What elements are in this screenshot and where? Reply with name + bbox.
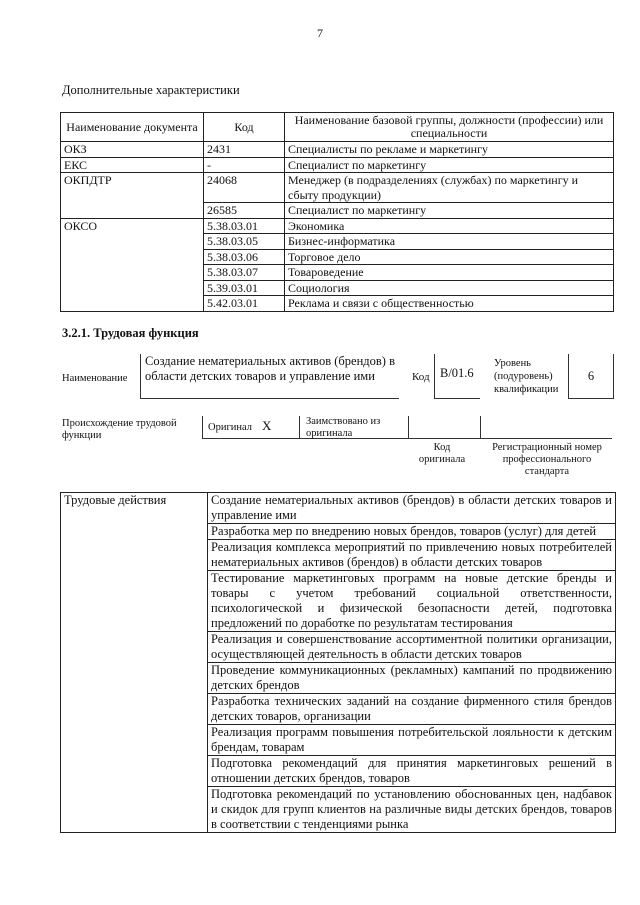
labor-action-item: Создание нематериальных активов (брендов) в области детских товаров и управление ими [208, 493, 616, 524]
borrowed-label: Заимствовано из оригинала [306, 416, 381, 439]
code-cell: 5.38.03.05 [204, 234, 285, 250]
name-cell: Реклама и связи с общественностью [285, 296, 614, 312]
name-cell: Специалисты по рекламе и маркетингу [285, 142, 614, 158]
code-cell: 5.42.03.01 [204, 296, 285, 312]
name-cell: Товароведение [285, 265, 614, 281]
labor-actions-label: Трудовые действия [61, 493, 208, 833]
labor-actions-table [60, 492, 616, 833]
table-row [61, 142, 614, 158]
origin-label: Происхождение трудовой функции [62, 418, 177, 441]
code-cell: - [204, 157, 285, 173]
code-cell: 26585 [204, 203, 285, 219]
labor-action-item: Реализация комплекса мероприятий по привлечению новых потребителей нематериальных активов (брендов) в области детских товаров [208, 540, 616, 571]
section-title: 3.2.1. Трудовая функция [62, 326, 199, 340]
level-label: Уровень (подуровень) квалификации [494, 358, 559, 395]
table-row [61, 218, 614, 234]
code-cell: 24068 [204, 173, 285, 203]
original-code-box [408, 416, 481, 439]
labor-action-item: Подготовка рекомендаций для принятия маркетинговых решений в отношении детских брендов, товаров [208, 756, 616, 787]
labor-action-item: Подготовка рекомендаций по установлению обоснованных цен, надбавок и скидок для групп клиентов на различные виды детских брендов, товаров в соответствии с тенденциями рынка [208, 787, 616, 833]
labor-action-item: Проведение коммуникационных (рекламных) кампаний по продвижению детских брендов [208, 663, 616, 694]
code-value: B/01.6 [434, 354, 480, 399]
code-cell: 5.38.03.07 [204, 265, 285, 281]
header-code: Код [204, 113, 285, 142]
original-code-label: Код оригинала [418, 442, 466, 465]
doc-cell: ОКЗ [61, 142, 204, 158]
name-cell: Торговое дело [285, 249, 614, 265]
table-row [61, 157, 614, 173]
doc-cell: ОКПДТР [61, 173, 204, 219]
reg-number-box [480, 416, 612, 439]
header-group-name: Наименование базовой группы, должности (профессии) или специальности [285, 113, 614, 142]
code-cell: 5.38.03.01 [204, 218, 285, 234]
level-value: 6 [568, 354, 614, 399]
name-cell: Специалист по маркетингу [285, 203, 614, 219]
header-document-name: Наименование документа [61, 113, 204, 142]
name-cell: Бизнес-информатика [285, 234, 614, 250]
code-cell: 5.38.03.06 [204, 249, 285, 265]
labor-action-item: Разработка мер по внедрению новых брендов, товаров (услуг) для детей [208, 524, 616, 540]
table-row [61, 173, 614, 203]
code-label: Код [412, 371, 430, 383]
extra-characteristics-title: Дополнительные характеристики [62, 83, 240, 97]
reg-number-label: Регистрационный номер профессионального стандарта [492, 442, 602, 477]
name-cell: Менеджер (в подразделениях (службах) по маркетингу и сбыту продукции) [285, 173, 614, 203]
code-cell: 5.39.03.01 [204, 280, 285, 296]
name-cell: Экономика [285, 218, 614, 234]
function-name-value: Создание нематериальных активов (брендов) в области детских товаров и управление ими [140, 354, 399, 399]
labor-action-item: Реализация и совершенствование ассортиментной политики организации, осуществляющей деятельность в области детских товаров [208, 632, 616, 663]
labor-action-item: Реализация программ повышения потребительской лояльности к детским брендам, товарам [208, 725, 616, 756]
doc-cell: ЕКС [61, 157, 204, 173]
page-number: 7 [317, 26, 323, 40]
name-label: Наименование [62, 373, 128, 384]
doc-cell: ОКСО [61, 218, 204, 311]
extra-characteristics-table [60, 112, 614, 312]
original-label: Оригинал [208, 422, 252, 433]
name-cell: Специалист по маркетингу [285, 157, 614, 173]
name-cell: Социология [285, 280, 614, 296]
original-mark: X [262, 418, 272, 433]
labor-action-item: Тестирование маркетинговых программ на новые детские бренды и товары с учетом требований социальной ответственности, психологической и физической безопасности детей, подготовка предложений по доработке по результатам тестирования [208, 571, 616, 632]
code-cell: 2431 [204, 142, 285, 158]
labor-action-item: Разработка технических заданий на создание фирменного стиля брендов детских товаров, организации [208, 694, 616, 725]
table-row [61, 493, 616, 524]
